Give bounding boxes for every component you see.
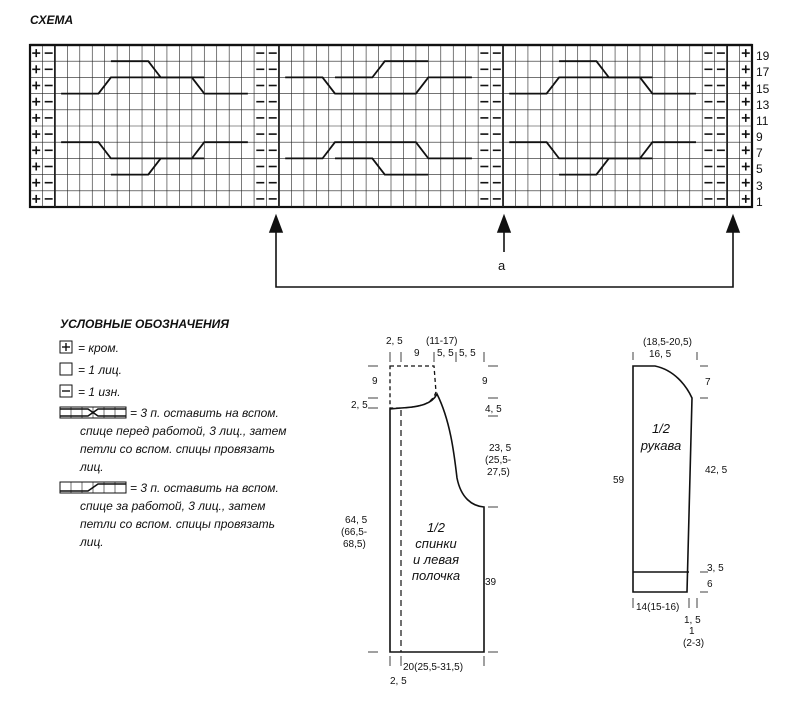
legend-cable-front-line1: = 3 п. оставить на вспом.: [130, 406, 279, 420]
back-top-left: 2, 5: [386, 336, 403, 347]
sleeve-pattern: [633, 352, 708, 608]
back-armhole-1: 23, 5: [489, 443, 512, 454]
back-side: 39: [485, 577, 497, 588]
legend-cable-back-line4: лиц.: [80, 535, 104, 549]
sleeve-inc-1: 1, 5: [684, 615, 701, 626]
legend-cable-front-line4: лиц.: [80, 460, 104, 474]
legend-title: УСЛОВНЫЕ ОБОЗНАЧЕНИЯ: [60, 317, 230, 331]
back-armhole-3: 27,5): [487, 467, 510, 478]
sleeve-cuff: 6: [707, 579, 713, 590]
back-bottom: 20(25,5-31,5): [403, 662, 464, 673]
row-number-13: 13: [756, 98, 770, 112]
arrow-right-icon: [727, 216, 739, 232]
sleeve-label-1: 1/2: [651, 421, 671, 436]
sleeve-inc-3: (2-3): [683, 638, 705, 649]
sleeve-cuff-inc: 3, 5: [707, 563, 724, 574]
row-number-7: 7: [756, 146, 763, 160]
back-shoulder-right: 4, 5: [485, 404, 502, 415]
row-number-15: 15: [756, 82, 770, 96]
sleeve-inc-2: 1: [689, 626, 695, 637]
back-length-2: (66,5-: [341, 527, 368, 538]
row-number-11: 11: [756, 114, 769, 128]
sleeve-top-range: (18,5-20,5): [643, 337, 692, 348]
legend-knit: = 1 лиц.: [78, 363, 122, 377]
stitch-chart: [30, 45, 752, 207]
back-length-1: 64, 5: [345, 515, 368, 526]
chart-title: СХЕМА: [30, 13, 74, 27]
back-label-4: полочка: [411, 568, 461, 583]
sleeve-label-2: рукава: [640, 438, 682, 453]
arrow-left-icon: [270, 216, 282, 232]
sleeve-bottom: 14(15-16): [636, 602, 680, 613]
legend-cable-back-line3: петли со вспом. спицы провязать: [80, 517, 275, 531]
row-number-5: 5: [756, 162, 763, 176]
sleeve-top: 16, 5: [649, 349, 672, 360]
legend-cable-front-line3: петли со вспом. спицы провязать: [80, 442, 275, 456]
back-top-range: (11-17): [426, 336, 458, 347]
back-neck-right: 9: [482, 376, 488, 387]
legend-cable-front-line2: спице перед работой, 3 лиц., затем: [80, 424, 287, 438]
repeat-label: а: [498, 258, 506, 273]
row-numbers: [756, 49, 770, 209]
back-top-mid: 9: [414, 348, 420, 359]
back-top-a: 5, 5: [437, 348, 454, 359]
back-top-b: 5, 5: [459, 348, 476, 359]
back-pattern: [368, 352, 498, 666]
back-shoulder-left: 2, 5: [351, 400, 368, 411]
back-label-1: 1/2: [426, 520, 446, 535]
sleeve-side: 42, 5: [705, 465, 728, 476]
back-armhole-2: (25,5-: [485, 455, 512, 466]
row-number-3: 3: [756, 179, 763, 193]
row-number-1: 1: [756, 195, 763, 209]
back-label-3: и левая: [412, 552, 460, 567]
sleeve-dimensions: [613, 337, 728, 649]
row-number-9: 9: [756, 130, 763, 144]
legend-purl: = 1 изн.: [78, 385, 121, 399]
arrow-middle-icon: [498, 216, 510, 232]
back-label-2: спинки: [415, 536, 457, 551]
row-number-17: 17: [756, 65, 770, 79]
legend: [60, 317, 286, 549]
sleeve-outline: [633, 366, 692, 592]
legend-edge: = кром.: [78, 341, 119, 355]
legend-cable-back-line1: = 3 п. оставить на вспом.: [130, 481, 279, 495]
cable-front-symbol-icon: [60, 407, 126, 418]
back-length-3: 68,5): [343, 539, 366, 550]
repeat-indicator: [270, 216, 739, 287]
cable-back-symbol-icon: [60, 482, 126, 493]
sleeve-length: 59: [613, 475, 625, 486]
knit-symbol-icon: [60, 363, 72, 375]
back-bottom-left: 2, 5: [390, 676, 407, 687]
back-dimensions: [341, 336, 512, 687]
back-neck-left: 9: [372, 376, 378, 387]
row-number-19: 19: [756, 49, 770, 63]
legend-cable-back-line2: спице за работой, 3 лиц., затем: [80, 499, 266, 513]
sleeve-cap: 7: [705, 377, 711, 388]
